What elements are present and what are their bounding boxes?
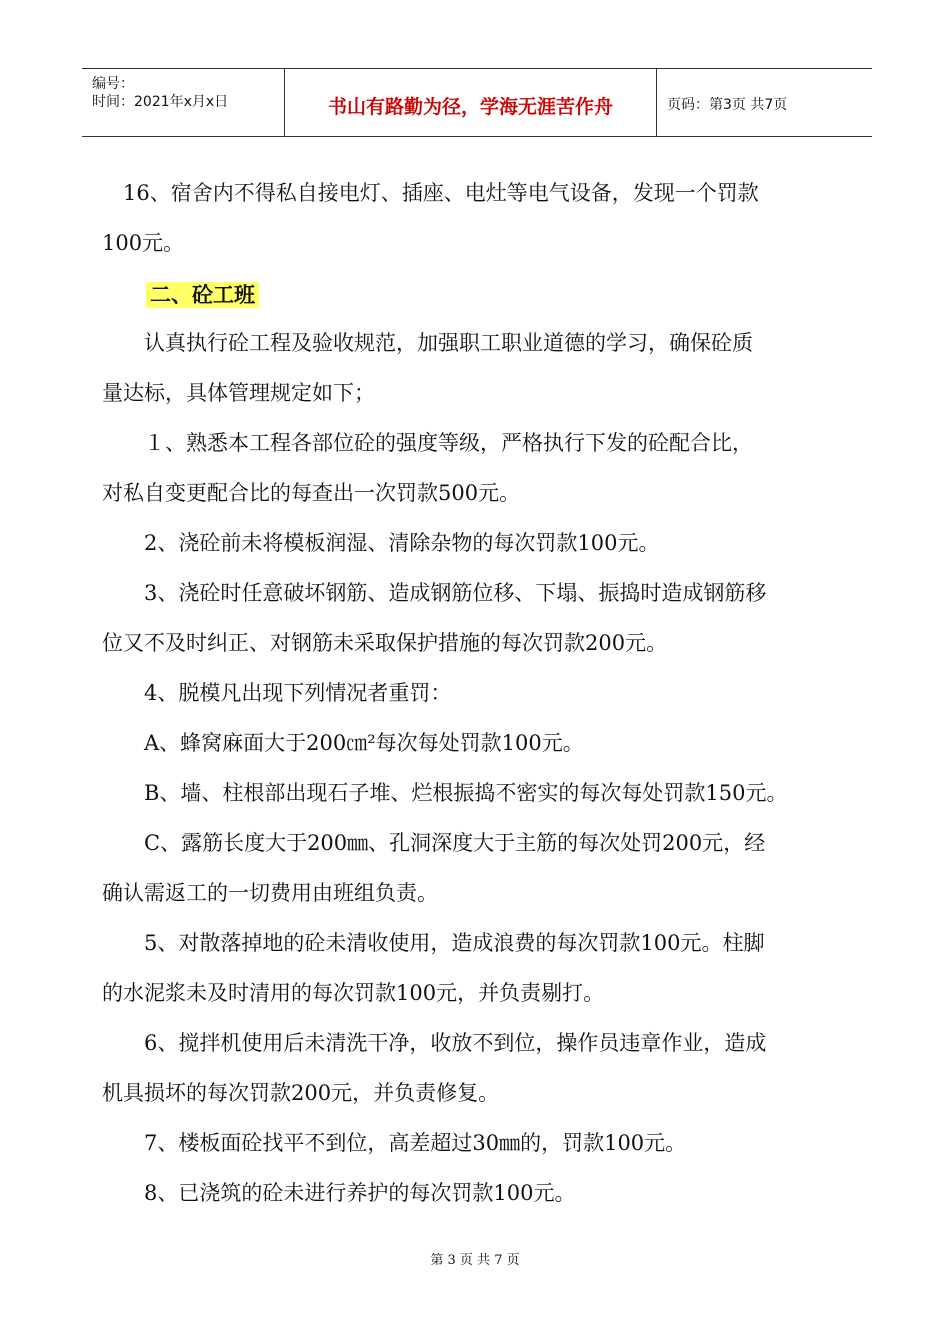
body-line: 对私自变更配合比的每查出一次罚款500元。 bbox=[102, 481, 521, 505]
body-line: 4、脱模凡出现下列情况者重罚： bbox=[102, 681, 452, 705]
body-line: 7、楼板面砼找平不到位，高差超过30㎜的，罚款100元。 bbox=[102, 1131, 687, 1155]
header-motto: 书山有路勤为径，学海无涯苦作舟 bbox=[285, 69, 657, 136]
body-line: 5、对散落掉地的砼未清收使用，造成浪费的每次罚款100元。柱脚 bbox=[102, 931, 765, 955]
header-number-label: 编号： bbox=[92, 76, 134, 92]
body-line: 确认需返工的一切费用由班组负责。 bbox=[102, 881, 438, 905]
body-line: 的水泥浆未及时清用的每次罚款100元，并负责剔打。 bbox=[102, 981, 605, 1005]
header-meta bbox=[82, 69, 285, 136]
body-line: A、蜂窝麻面大于200㎝²每次每处罚款100元。 bbox=[102, 731, 584, 755]
body-line: 3、浇砼时任意破坏钢筋、造成钢筋位移、下塌、振捣时造成钢筋移 bbox=[102, 581, 767, 605]
body-line: 机具损坏的每次罚款200元，并负责修复。 bbox=[102, 1081, 500, 1105]
body-line: 认真执行砼工程及验收规范，加强职工职业道德的学习，确保砼质 bbox=[102, 331, 753, 355]
document-header bbox=[82, 68, 872, 137]
body-line: 100元。 bbox=[102, 231, 185, 255]
header-page-label: 页码：第3页 共7页 bbox=[667, 96, 788, 113]
body-line: 6、搅拌机使用后未清洗干净，收放不到位，操作员违章作业，造成 bbox=[102, 1031, 767, 1055]
body-line: B、墙、柱根部出现石子堆、烂根振捣不密实的每次每处罚款150元。 bbox=[102, 781, 788, 805]
body-line: １、熟悉本工程各部位砼的强度等级，严格执行下发的砼配合比， bbox=[102, 431, 753, 455]
body-line: 位又不及时纠正、对钢筋未采取保护措施的每次罚款200元。 bbox=[102, 631, 668, 655]
body-line: 8、已浇筑的砼未进行养护的每次罚款100元。 bbox=[102, 1181, 576, 1205]
body-line: 量达标，具体管理规定如下； bbox=[102, 381, 375, 405]
header-time-label: 时间：2021年x月x日 bbox=[92, 94, 229, 110]
body-line: 16、宿舍内不得私自接电灯、插座、电灶等电气设备，发现一个罚款 bbox=[102, 181, 759, 205]
body-line: 2、浇砼前未将模板润湿、清除杂物的每次罚款100元。 bbox=[102, 531, 660, 555]
section-heading: 二、砼工班 bbox=[146, 282, 259, 308]
page-footer: 第 3 页 共 7 页 bbox=[430, 1253, 520, 1268]
body-line: C、露筋长度大于200㎜、孔洞深度大于主筋的每次处罚200元，经 bbox=[102, 831, 766, 855]
